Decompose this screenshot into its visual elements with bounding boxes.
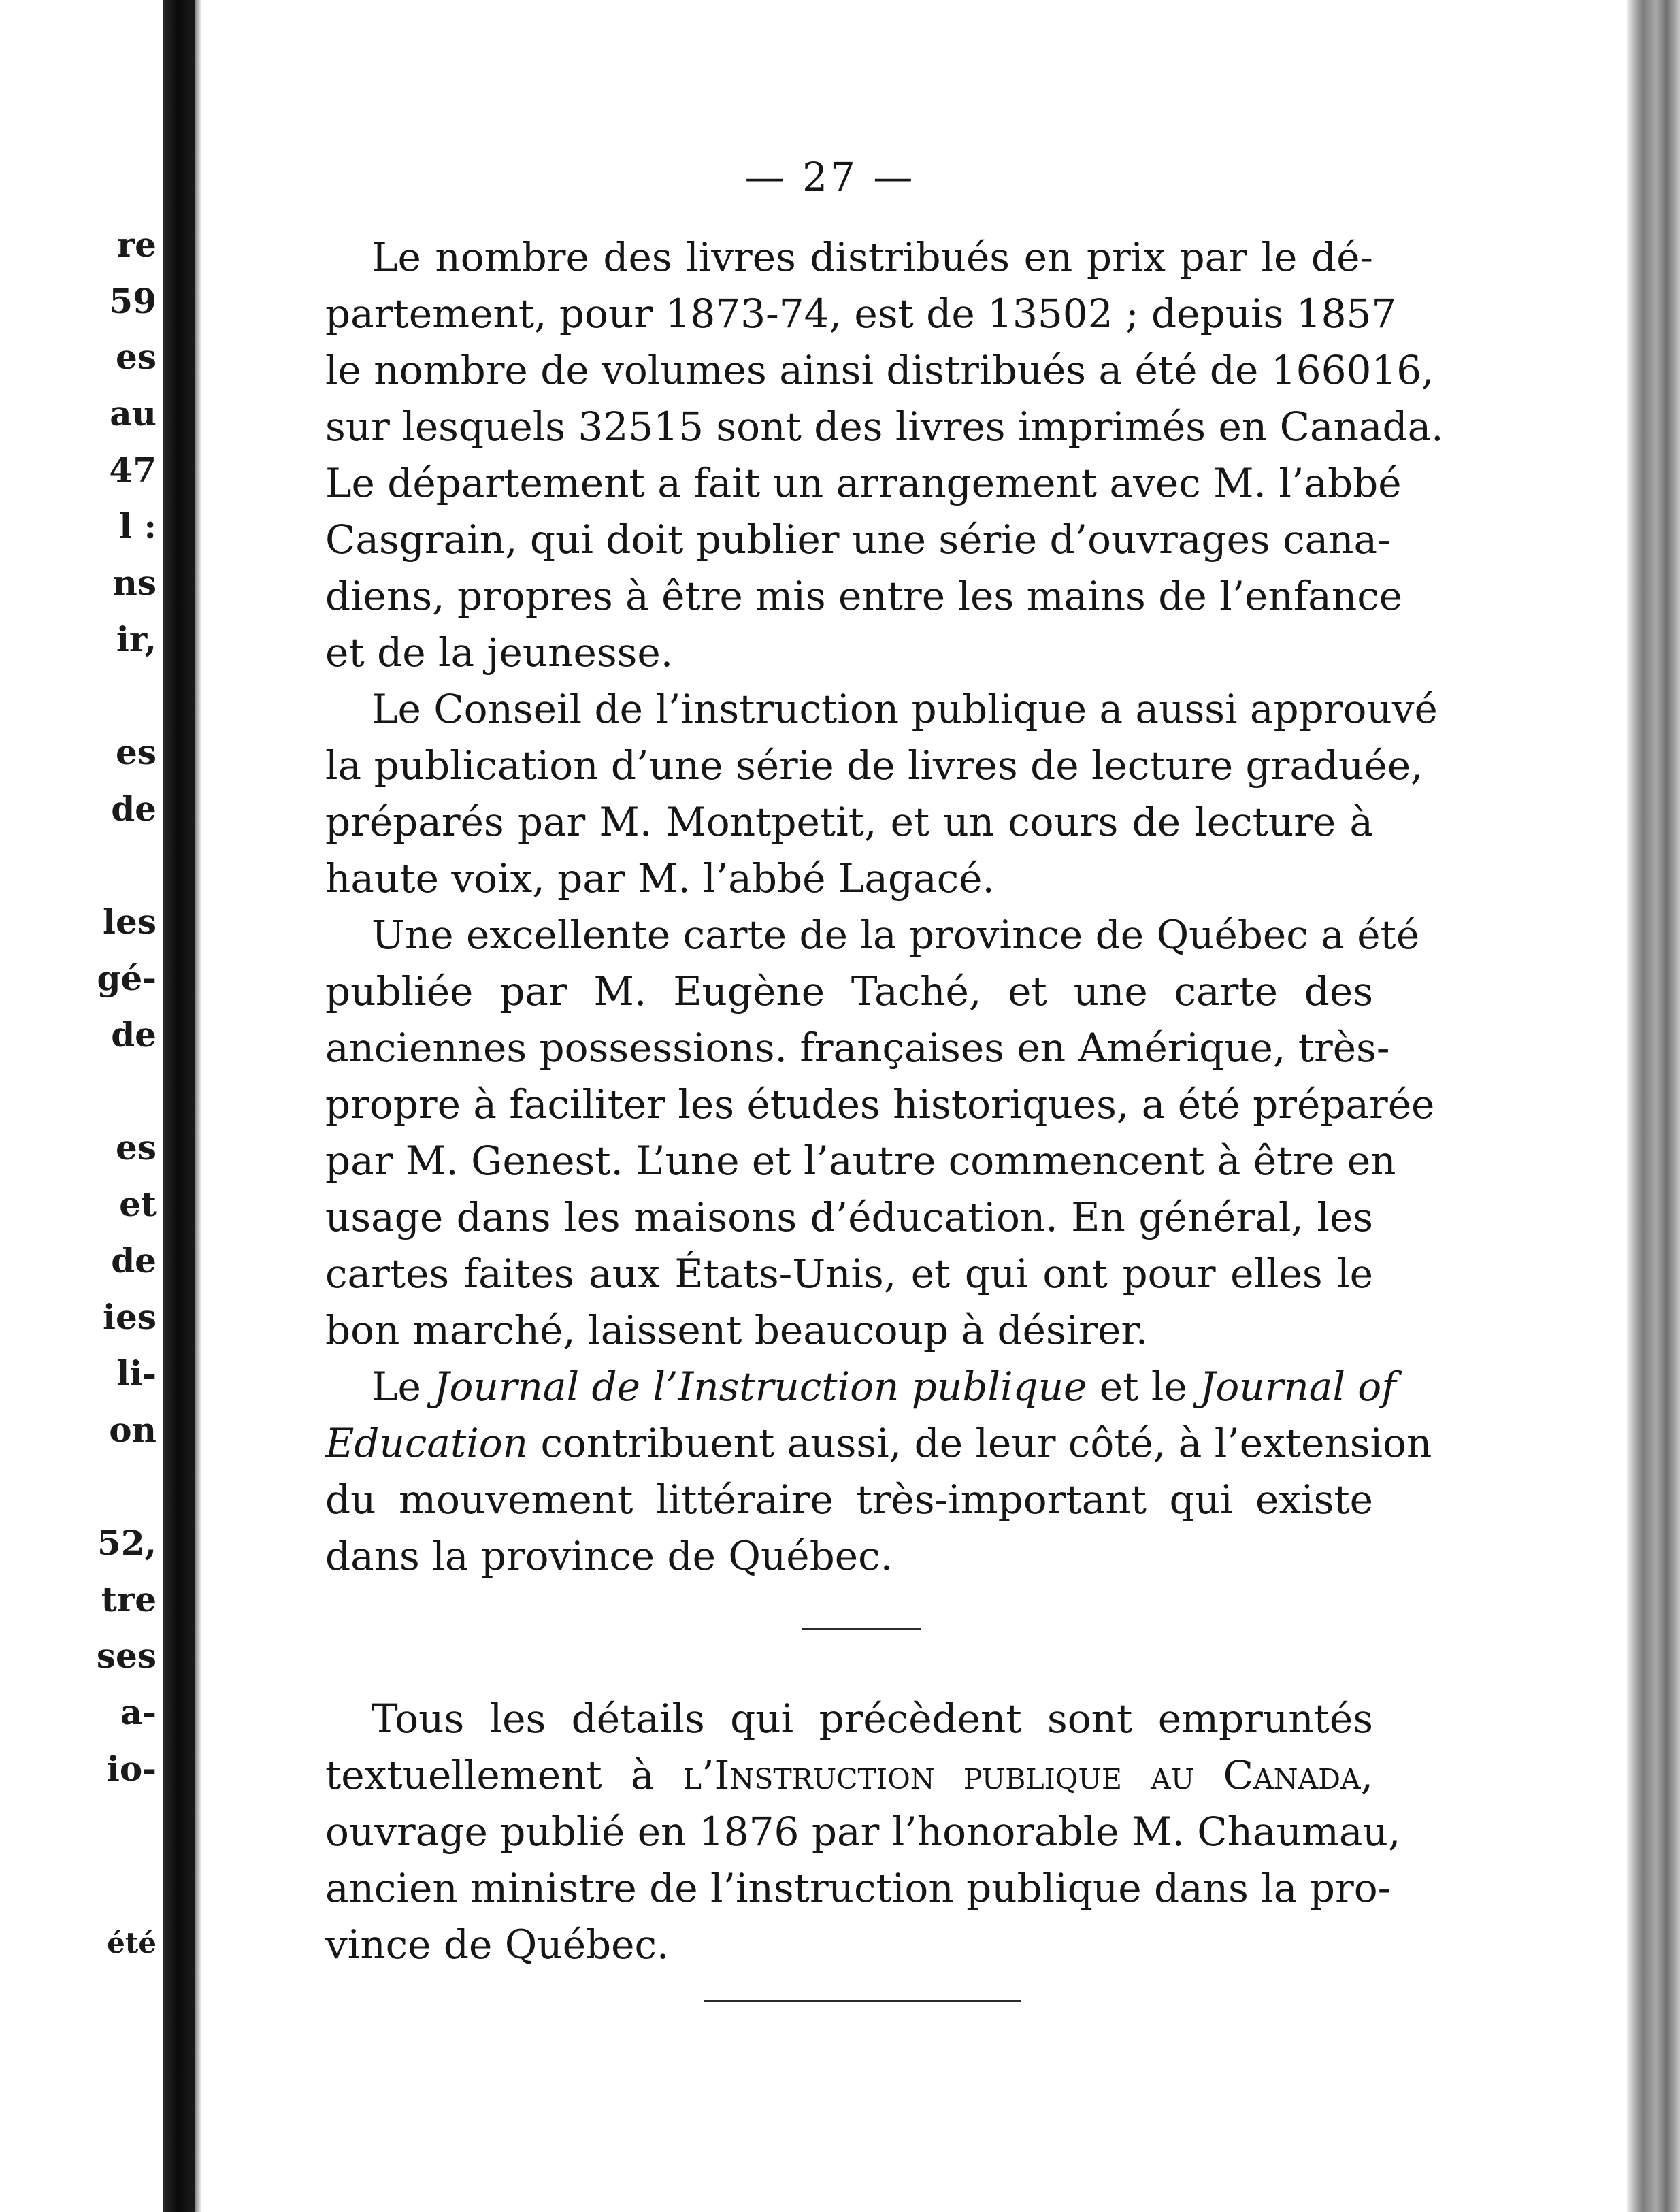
- journal-title-english: Journal of: [1200, 1364, 1396, 1410]
- text-line: Le Conseil de l’instruction publique a aussi approuvé: [372, 686, 1438, 732]
- left-page-text: de: [111, 789, 157, 829]
- text-line: usage dans les maisons d’éducation. En général, les: [325, 1194, 1373, 1240]
- left-page-text: on: [109, 1410, 157, 1450]
- right-page-edges: [1627, 0, 1680, 2212]
- left-page-text: es: [116, 732, 157, 772]
- left-page-text: et: [119, 1184, 157, 1224]
- journal-title-english: Education: [325, 1420, 529, 1466]
- left-page-text: ses: [96, 1636, 157, 1676]
- text-line: sur lesquels 32515 sont des livres imprimés en Canada.: [325, 403, 1444, 450]
- left-page-text: es: [116, 1127, 157, 1168]
- left-page-text: ies: [103, 1297, 157, 1337]
- section-divider: [802, 1628, 921, 1630]
- text-line: diens, propres à être mis entre les mains de l’enfance: [325, 573, 1403, 619]
- text-line: Une excellente carte de la province de Québec a été: [372, 912, 1420, 958]
- left-page-text: au: [110, 393, 157, 433]
- left-page-text: l :: [119, 506, 157, 546]
- page-edge-shadow: [195, 0, 201, 2212]
- text-line: dans la province de Québec.: [325, 1533, 893, 1579]
- source-note: [325, 1691, 1401, 1973]
- text-line: [325, 1359, 1396, 1415]
- left-page-text: de: [111, 1240, 157, 1281]
- text-run: contribuent aussi, de leur côté, à l’extension: [528, 1420, 1432, 1466]
- left-page-text: a-: [120, 1692, 157, 1732]
- left-page-text: de: [111, 1014, 157, 1055]
- text-line: Tous les détails qui précèdent sont empruntés: [372, 1696, 1373, 1742]
- left-page-fragment: [0, 0, 163, 2212]
- text-run: Le: [372, 1364, 434, 1410]
- paragraph-4: [325, 1359, 1432, 1585]
- left-page-text: 52,: [97, 1523, 157, 1563]
- text-line: Casgrain, qui doit publier une série d’ouvrages cana-: [325, 516, 1391, 563]
- paragraph-3: [325, 907, 1435, 1359]
- text-line: cartes faites aux États-Unis, et qui ont pour elles le: [325, 1251, 1373, 1297]
- text-line: haute voix, par M. l’abbé Lagacé.: [325, 855, 995, 902]
- left-page-text: es: [116, 337, 157, 377]
- text-line: [325, 1415, 1432, 1472]
- paragraph-1: [325, 229, 1444, 681]
- text-line: et de la jeunesse.: [325, 629, 674, 676]
- text-line: préparés par M. Montpetit, et un cours de lecture à: [325, 799, 1373, 845]
- closing-rule: [704, 2000, 1021, 2002]
- left-page-text: 47: [109, 450, 157, 490]
- text-line: Le département a fait un arrangement avec M. l’abbé: [325, 460, 1402, 506]
- text-line: du mouvement littéraire très-important qui existe: [325, 1476, 1373, 1523]
- text-line: publiée par M. Eugène Taché, et une carte des: [325, 968, 1373, 1014]
- left-page-text: 59: [109, 281, 157, 321]
- text-run: et le: [1087, 1364, 1200, 1410]
- left-page-text: io-: [106, 1749, 157, 1789]
- left-page-text: tre: [101, 1579, 157, 1619]
- text-line: ancien ministre de l’instruction publique dans la pro-: [325, 1865, 1391, 1911]
- text-line: partement, pour 1873-74, est de 13502 ; depuis 1857: [325, 291, 1397, 337]
- text-line: Le nombre des livres distribués en prix par le dé-: [372, 234, 1373, 280]
- left-page-text: re: [116, 225, 157, 265]
- text-run: textuellement à: [325, 1752, 683, 1798]
- left-page-text: ir,: [116, 619, 157, 659]
- journal-title-french: Journal de l’Instruction publique: [433, 1364, 1087, 1410]
- text-run: ,: [1360, 1752, 1373, 1798]
- page-number: — 27 —: [744, 154, 916, 200]
- text-line: anciennes possessions. françaises en Amérique, très-: [325, 1025, 1390, 1071]
- left-page-text: li-: [116, 1353, 157, 1393]
- book-title: l’Instruction publique au Canada: [682, 1752, 1361, 1798]
- text-line: la publication d’une série de livres de lecture graduée,: [325, 742, 1423, 789]
- text-line: bon marché, laissent beaucoup à désirer.: [325, 1307, 1149, 1353]
- left-page-text: été: [107, 1926, 157, 1960]
- text-line: par M. Genest. L’une et l’autre commencent à être en: [325, 1138, 1396, 1184]
- left-page-text: les: [103, 902, 157, 942]
- left-page-text: gé-: [97, 958, 157, 998]
- paragraph-2: [325, 681, 1438, 907]
- text-line: ouvrage publié en 1876 par l’honorable M. Chaumau,: [325, 1809, 1401, 1855]
- book-gutter: [163, 0, 195, 2212]
- text-line: le nombre de volumes ainsi distribués a été de 166016,: [325, 347, 1434, 393]
- text-line: propre à faciliter les études historiques, a été préparée: [325, 1081, 1435, 1127]
- text-line: vince de Québec.: [325, 1921, 670, 1968]
- text-line: [325, 1747, 1373, 1804]
- left-page-text: ns: [112, 563, 157, 603]
